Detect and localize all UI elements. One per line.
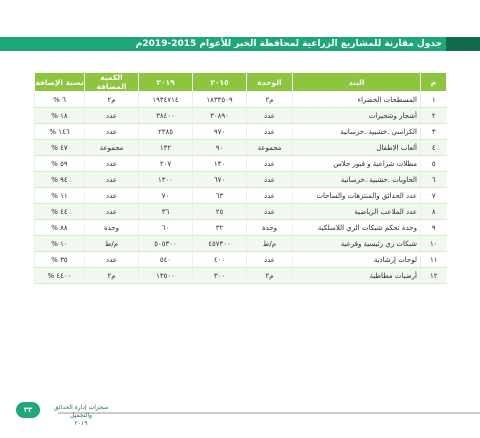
row-2015: ٢٥ [193,204,247,220]
row-item: الحاويات .خشبية .خرسانية [293,172,421,188]
row-2015: ٦٧٠ [193,172,247,188]
row-unit: عدد [247,188,293,204]
row-2019: ٥٤٠ [139,252,193,268]
comparison-table [34,72,447,284]
row-item: عدد الملاعب الرياضية [293,204,421,220]
row-item: الكراسي .خشبية .خرسانية [293,124,421,140]
row-added: عدد [85,252,139,268]
row-pct: ٥٩ % [35,156,85,172]
row-added: عدد [85,188,139,204]
row-2015: ٩٧٠ [193,124,247,140]
row-item: لوحات إرشادية [293,252,421,268]
row-2019: ٣٨٤٠٠ [139,108,193,124]
row-2015: ٤٠٠ [193,252,247,268]
row-added: عدد [85,172,139,188]
row-unit: م٢ [247,92,293,108]
row-item: أرضيات مطاطية [293,268,421,284]
row-pct: ١٤٦ % [35,124,85,140]
row-no: ٧ [421,188,447,204]
row-added: عدد [85,108,139,124]
footer-caption-line1: منجزات إدارة الحدائق والتجميل [53,404,109,419]
row-item: أشجار وشجيرات [293,108,421,124]
row-2019: ٢٣٨٥ [139,124,193,140]
row-2019: ١٩٣٤٧١٤ [139,92,193,108]
row-2015: ١٨٣٣٥٠٩ [193,92,247,108]
title-stripe-accent [446,37,480,51]
footer-divider [58,412,480,414]
table-row [35,140,447,156]
header-2015: ٢٠١٥ [193,73,247,92]
row-2015: ٣٠٠ [193,268,247,284]
row-added: عدد [85,204,139,220]
header-item: البند [293,73,421,92]
header-unit: الوحدة [247,73,293,92]
table-row [35,172,447,188]
row-no: ٥ [421,156,447,172]
row-2015: ٤٥٧٣٠٠ [193,236,247,252]
row-2015: ٣٢ [193,220,247,236]
row-pct: ٩٤ % [35,172,85,188]
row-pct: ٨٨ % [35,220,85,236]
table-row [35,108,447,124]
row-no: ٨ [421,204,447,220]
row-2015: ٦٣ [193,188,247,204]
row-unit: عدد [247,252,293,268]
row-item: وحدة تحكم شبكات الري اللاسلكية [293,220,421,236]
row-unit: وحدة [247,220,293,236]
row-no: ١٠ [421,236,447,252]
row-pct: ١٨ % [35,108,85,124]
row-2019: ١٣٢ [139,140,193,156]
table-row [35,204,447,220]
table-row [35,188,447,204]
row-added: م٢ [85,92,139,108]
header-2019: ٢٠١٩ [139,73,193,92]
row-unit: عدد [247,124,293,140]
row-added: م/ط [85,236,139,252]
header-no: م [421,73,447,92]
table-row [35,124,447,140]
page-title: جدول مقارنة للمشاريع الزراعية لمحافظة الخبر للأعوام 2015-2019م [135,39,442,49]
row-pct: ١٠ % [35,236,85,252]
row-2019: ١٣٥٠٠ [139,268,193,284]
row-unit: م٢ [247,268,293,284]
row-added: م٢ [85,268,139,284]
row-pct: ٤٤ % [35,204,85,220]
table-row [35,156,447,172]
row-2015: ٩٠ [193,140,247,156]
row-pct: ١١ % [35,188,85,204]
table-row [35,236,447,252]
row-unit: م/ط [247,236,293,252]
table-row [35,252,447,268]
table-row [35,220,447,236]
table-row [35,268,447,284]
row-no: ٤ [421,140,447,156]
row-2019: ٢٠٧ [139,156,193,172]
row-item: المسطحات الخضراء [293,92,421,108]
row-2019: ٣٦ [139,204,193,220]
header-added: الكمية المضافة [85,73,139,92]
row-added: مجموعة [85,140,139,156]
row-added: وحدة [85,220,139,236]
row-unit: عدد [247,172,293,188]
row-no: ٦ [421,172,447,188]
row-no: ٢ [421,108,447,124]
row-item: شبكات ري رئيسية وفرعية [293,236,421,252]
row-added: عدد [85,156,139,172]
row-pct: ٦ % [35,92,85,108]
row-no: ١ [421,92,447,108]
footer-caption [46,404,116,428]
row-unit: عدد [247,156,293,172]
row-added: عدد [85,124,139,140]
table-header-row [35,73,447,92]
row-2019: ٧٠ [139,188,193,204]
row-item: عدد الحدائق والمنتزهات والساحات [293,188,421,204]
row-2015: ٣٠٨٩٠ [193,108,247,124]
row-pct: ٣٥ % [35,252,85,268]
row-2019: ٦٠ [139,220,193,236]
page-number: ٣٣ [16,402,40,418]
row-unit: عدد [247,204,293,220]
row-item: ألعاب الاطفال [293,140,421,156]
row-2015: ١٣٠ [193,156,247,172]
header-pct: نسبة الإضافة [35,73,85,92]
row-no: ١٢ [421,268,447,284]
row-item: مظلات شراعية و قبور جلاس [293,156,421,172]
row-pct: ٤٤٠٠ % [35,268,85,284]
table-row [35,92,447,108]
title-bar [0,37,480,51]
footer-caption-line2: ٢٠١٩ [74,420,88,427]
row-2019: ١٣٠٠ [139,172,193,188]
row-no: ١١ [421,252,447,268]
row-2019: ٥٠٥٣٠٠ [139,236,193,252]
row-unit: عدد [247,108,293,124]
row-no: ٩ [421,220,447,236]
row-pct: ٤٧ % [35,140,85,156]
row-no: ٣ [421,124,447,140]
row-unit: مجموعة [247,140,293,156]
